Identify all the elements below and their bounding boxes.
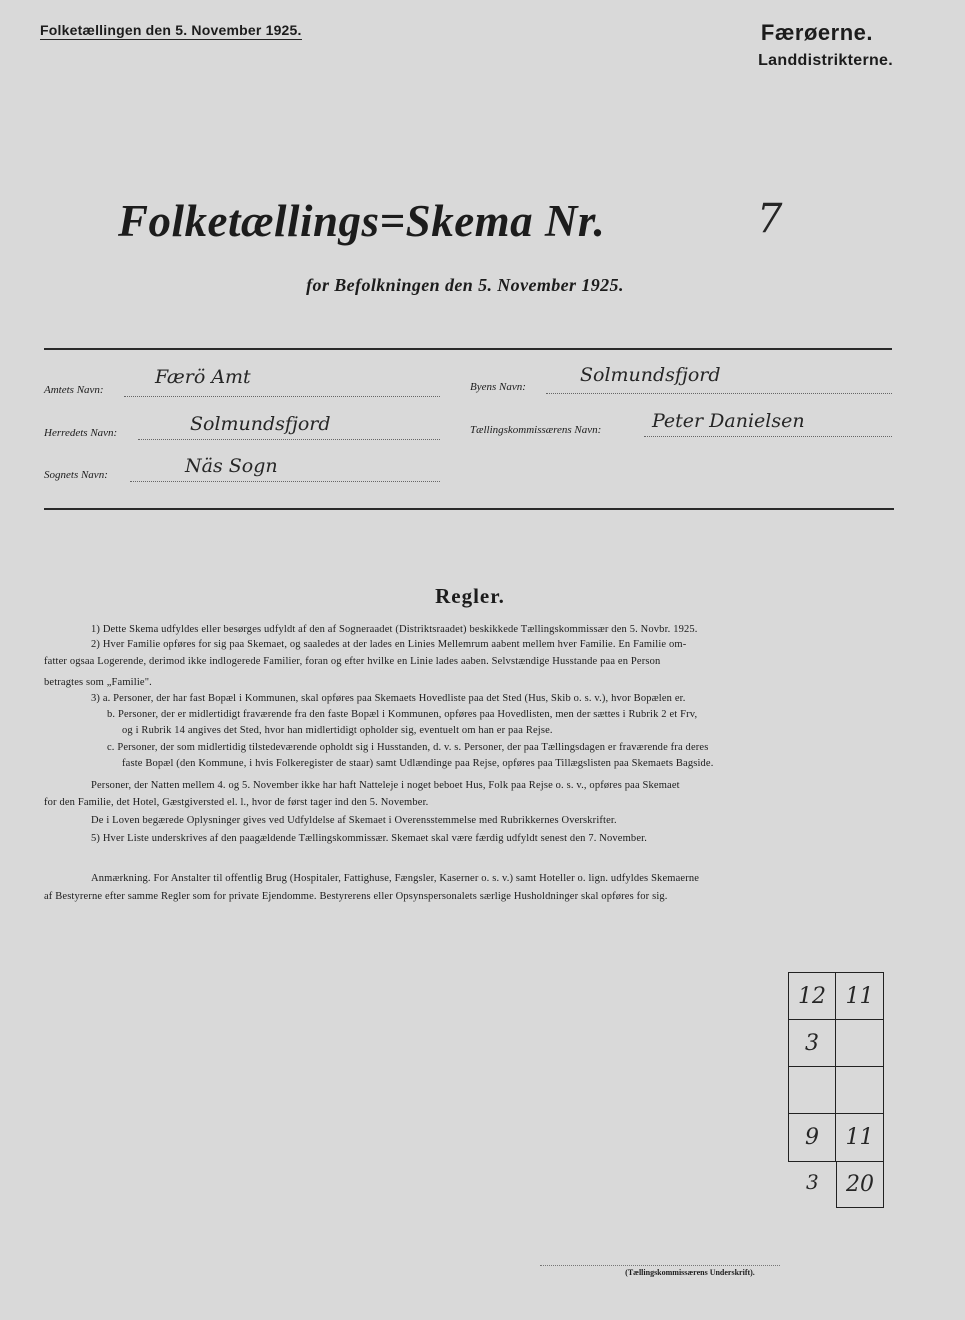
herred-label: Herredets Navn: — [44, 427, 118, 439]
signature-label: (Tællingskommissærens Underskrift). — [625, 1268, 755, 1277]
rule-line: b. Personer, der er midlertidigt fraværende fra den faste Bopæl i Kommunen, opføres paa Hovedlisten, men der sættes i Rubrik 2 et Frv, — [107, 709, 698, 720]
kommissaer-line — [644, 436, 892, 437]
tally-cell — [789, 1067, 836, 1114]
amt-value: Færö Amt — [155, 366, 251, 388]
rule-line: 1) Dette Skema udfyldes eller besørges udfyldt af den af Sogneraadet (Distriktsraadet) beskikkede Tællingskommissær den 5. Novbr. 1925. — [91, 624, 698, 635]
tally-cell: 11 — [836, 973, 883, 1020]
region-title: Færøerne. — [760, 20, 873, 45]
signature-line — [540, 1265, 780, 1266]
rule-line: faste Bopæl (den Kommune, i hvis Folkeregister de staar) samt Udlændinge paa Rejse, opføres paa Tillægslisten paa Skemaets Bagside. — [122, 758, 714, 769]
tally-grid — [788, 972, 884, 1162]
form-title: Folketællings=Skema Nr. — [118, 196, 606, 246]
tally-cell: 12 — [789, 973, 836, 1020]
rule-line: og i Rubrik 14 angives det Sted, hvor han midlertidigt opholder sig, eventuelt om han er paa Rejse. — [122, 725, 553, 736]
rule-line: betragtes som „Familie". — [44, 677, 152, 688]
by-line — [546, 393, 892, 394]
tally-cell — [836, 1020, 883, 1067]
rule-line: fatter ogsaa Logerende, derimod ikke indlogerede Familier, foran og efter hvilke en Linie lades aaben. Selvstændige Husstande paa en Person — [44, 656, 661, 667]
tally-cell: 3 — [789, 1020, 836, 1067]
census-date-header: Folketællingen den 5. November 1925. — [40, 22, 302, 38]
tally-extra-box: 20 — [836, 1162, 884, 1208]
sogn-line — [130, 481, 440, 482]
top-divider — [44, 348, 892, 350]
rules-heading: Regler. — [435, 584, 505, 608]
rule-line: for den Familie, det Hotel, Gæstgiversted el. l., hvor de først tager ind den 5. November. — [44, 797, 429, 808]
rule-line: De i Loven begærede Oplysninger gives ved Udfyldelse af Skemaet i Overensstemmelse med Rubrikkernes Overskrifter. — [91, 815, 617, 826]
rule-line: c. Personer, der som midlertidig tilstedeværende opholdt sig i Husstanden, d. v. s. Personer, der paa Tællingsdagen er fraværende fra deres — [107, 742, 709, 753]
tally-cell: 9 — [789, 1114, 836, 1161]
tally-extra-left: 3 — [806, 1170, 819, 1194]
kommissaer-label: Tællingskommissærens Navn: — [470, 424, 602, 436]
sogn-label: Sognets Navn: — [44, 469, 108, 481]
annotation-line: Anmærkning. For Anstalter til offentlig Brug (Hospitaler, Fattighuse, Fængsler, Kaserner o. s. v.) samt Hoteller o. lign. udfyldes Skemaerne — [91, 873, 700, 884]
form-subtitle: for Befolkningen den 5. November 1925. — [306, 275, 624, 295]
herred-line — [138, 439, 440, 440]
district-title: Landdistrikterne. — [758, 52, 893, 69]
sogn-value: Näs Sogn — [185, 455, 278, 477]
rule-line: 3) a. Personer, der har fast Bopæl i Kommunen, skal opføres paa Skemaets Hovedliste paa det Sted (Hus, Skib o. s. v.), hvor Bopælen er. — [91, 693, 686, 704]
form-number: 7 — [757, 196, 783, 242]
amt-line — [124, 396, 440, 397]
by-value: Solmundsfjord — [580, 364, 721, 386]
herred-value: Solmundsfjord — [190, 413, 331, 435]
tally-cell: 11 — [845, 1125, 874, 1150]
kommissaer-value: Peter Danielsen — [652, 410, 805, 432]
by-label: Byens Navn: — [470, 381, 526, 393]
rule-line: 5) Hver Liste underskrives af den paagældende Tællingskommissær. Skemaet skal være færdig udfyldt senest den 7. November. — [91, 833, 647, 844]
tally-cell — [836, 1067, 883, 1114]
annotation-line: af Bestyrerne efter samme Regler som for private Ejendomme. Bestyrerens eller Opsynspersonalets særlige Husholdninger skal opføres for sig. — [44, 891, 668, 902]
bottom-divider — [44, 508, 894, 510]
rule-line: Personer, der Natten mellem 4. og 5. November ikke har haft Natteleje i noget beboet Hus, Folk paa Rejse o. s. v., opføres paa Skemaet — [91, 780, 680, 791]
amt-label: Amtets Navn: — [44, 384, 104, 396]
rule-line: 2) Hver Familie opføres for sig paa Skemaet, og saaledes at der lades en Linies Mellemrum aabent mellem hver Familie. En Familie om- — [91, 639, 687, 650]
